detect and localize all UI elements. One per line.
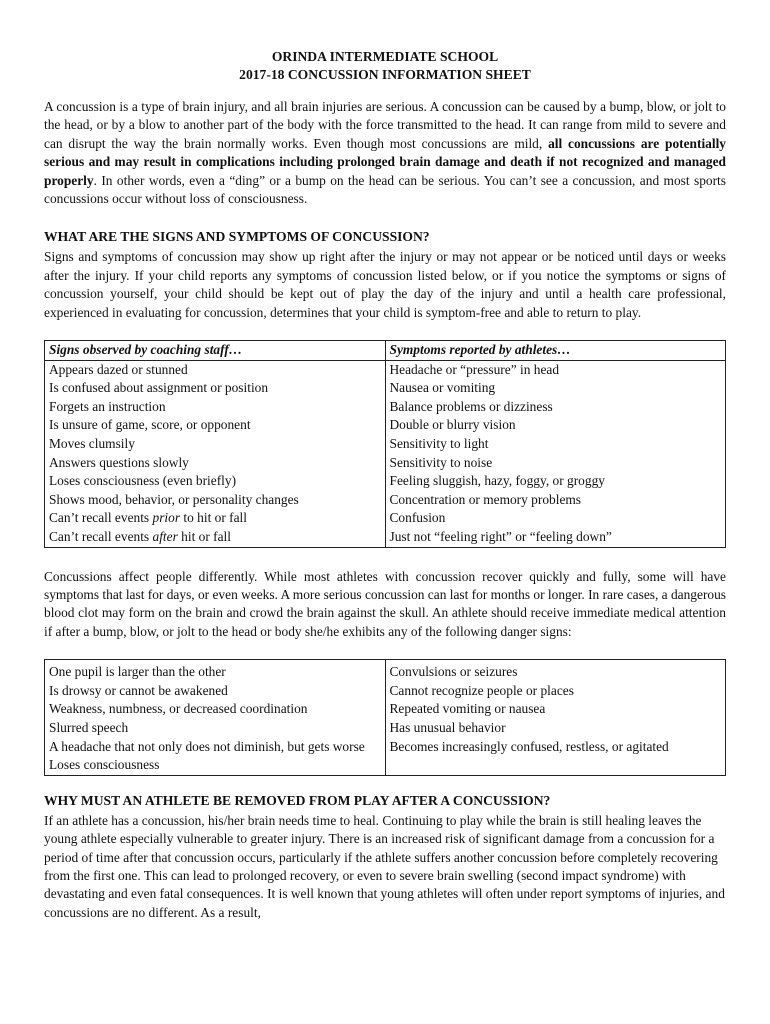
symptom-cell: Just not “feeling right” or “feeling down”	[385, 528, 726, 547]
athlete-symptoms-header: Symptoms reported by athletes…	[385, 341, 726, 361]
danger-intro-paragraph: Concussions affect people differently. While most athletes with concussion recover quickly and fully, some will have symptoms that last for days, or even weeks. A more serious concussion can last for months or longer. In rare cases, a dangerous blood clot may form on the brain and crowd the brain against the skull. An athlete should receive immediate medical attention if after a bump, blow, or jolt to the head or body she/he exhibits any of the following danger signs:	[44, 568, 727, 639]
sign-cell: Appears dazed or stunned	[45, 360, 386, 379]
sign-cell: Moves clumsily	[45, 435, 386, 454]
removal-heading: WHY MUST AN ATHLETE BE REMOVED FROM PLAY AFTER A CONCUSSION?	[44, 792, 551, 808]
symptom-cell: Headache or “pressure” in head	[385, 360, 726, 379]
symptom-cell: Sensitivity to noise	[385, 454, 726, 473]
intro-bold-text: all concussions are potentially serious and may result in complications including prolonged brain damage and death if not recognized and managed properly	[44, 135, 726, 188]
danger-cell: Has unusual behavior	[385, 719, 726, 738]
table-row	[45, 416, 726, 435]
table-row	[45, 682, 726, 701]
danger-cell: Is drowsy or cannot be awakened	[45, 682, 386, 701]
table-row	[45, 454, 726, 473]
sign-cell: Forgets an instruction	[45, 398, 386, 417]
table-row	[45, 660, 726, 682]
table-row	[45, 738, 726, 757]
table-row	[45, 528, 726, 547]
symptom-cell: Double or blurry vision	[385, 416, 726, 435]
sign-emphasis: after	[152, 529, 178, 544]
sign-cell	[45, 509, 386, 528]
table-row	[45, 719, 726, 738]
sign-cell: Is confused about assignment or position	[45, 379, 386, 398]
table-row	[45, 360, 726, 379]
table-row	[45, 472, 726, 491]
intro-paragraph	[44, 98, 726, 208]
signs-symptoms-table	[44, 340, 726, 548]
symptom-cell: Sensitivity to light	[385, 435, 726, 454]
sign-text: Can’t recall events	[49, 510, 150, 526]
table-row	[45, 509, 726, 528]
symptom-cell: Nausea or vomiting	[385, 379, 726, 398]
symptom-cell: Feeling sluggish, hazy, foggy, or groggy	[385, 472, 726, 491]
sign-cell: Is unsure of game, score, or opponent	[45, 416, 386, 435]
sign-text: Can’t recall events	[49, 529, 150, 544]
sign-cell: Answers questions slowly	[45, 454, 386, 473]
danger-cell: One pupil is larger than the other	[45, 660, 386, 682]
danger-cell: Becomes increasingly confused, restless, or agitated	[385, 738, 726, 757]
danger-cell: Convulsions or seizures	[385, 660, 726, 682]
sign-text-tail: to hit or fall	[180, 510, 248, 526]
sign-cell	[45, 528, 386, 547]
sign-cell: Shows mood, behavior, or personality changes	[45, 491, 386, 510]
intro-text-2: . In other words, even a “ding” or a bump on the head can be serious. You can’t see a concussion, and most sports concussions occur without loss of consciousness.	[44, 172, 726, 207]
table-row	[45, 435, 726, 454]
school-name: ORINDA INTERMEDIATE SCHOOL	[271, 49, 499, 64]
coaching-signs-header: Signs observed by coaching staff…	[45, 341, 386, 361]
intro-text-1: A concussion is a type of brain injury, and all brain injuries are serious. A concussion can be caused by a bump, blow, or jolt to the head, or by a blow to another part of the body with the force transmitted to the head. It can range from mild to severe and can disrupt the way the brain normally works. Even though most concussions are mild,	[44, 99, 726, 151]
symptom-cell: Concentration or memory problems	[385, 491, 726, 510]
signs-heading: WHAT ARE THE SIGNS AND SYMPTOMS OF CONCUSSION?	[44, 229, 430, 245]
table-row	[45, 379, 726, 398]
danger-cell: Slurred speech	[45, 719, 386, 738]
symptom-cell: Balance problems or dizziness	[385, 398, 726, 417]
signs-paragraph: Signs and symptoms of concussion may show up right after the injury or may not appear or be noticed until days or weeks after the injury. If your child reports any symptoms of concussion listed below, or if you notice the symptoms or signs of concussion yourself, your child should be kept out of play the day of the injury and until a health care professional, experienced in evaluating for concussion, determines that your child is symptom-free and able to return to play.	[44, 249, 726, 320]
table-row	[45, 756, 726, 775]
danger-cell: A headache that not only does not diminish, but gets worse	[45, 738, 386, 757]
document-title: 2017-18 CONCUSSION INFORMATION SHEET	[239, 67, 531, 82]
danger-signs-table	[44, 659, 726, 776]
table-row	[45, 491, 726, 510]
danger-cell: Repeated vomiting or nausea	[385, 700, 726, 719]
symptom-cell: Confusion	[385, 509, 726, 528]
removal-paragraph: If an athlete has a concussion, his/her brain needs time to heal. Continuing to play while the brain is still healing leaves the young athlete especially vulnerable to greater injury. There is an increased risk of significant damage from a concussion for a period of time after that concussion occurs, particularly if the athlete suffers another concussion before completely recovering from the first one. This can lead to prolonged recovery, or even to severe brain swelling (second impact syndrome) with devastating and even fatal consequences. It is well known that young athletes will often under report symptoms of injuries, and concussions are no different. As a result,	[44, 812, 725, 920]
table-row	[45, 700, 726, 719]
table-row	[45, 398, 726, 417]
sign-emphasis: prior	[152, 510, 181, 526]
sign-cell: Loses consciousness (even briefly)	[45, 472, 386, 491]
sign-text-tail: hit or fall	[177, 529, 231, 544]
danger-cell: Cannot recognize people or places	[385, 682, 726, 701]
danger-cell: Loses consciousness	[45, 756, 386, 775]
danger-cell	[385, 756, 726, 775]
danger-cell: Weakness, numbness, or decreased coordination	[45, 700, 386, 719]
